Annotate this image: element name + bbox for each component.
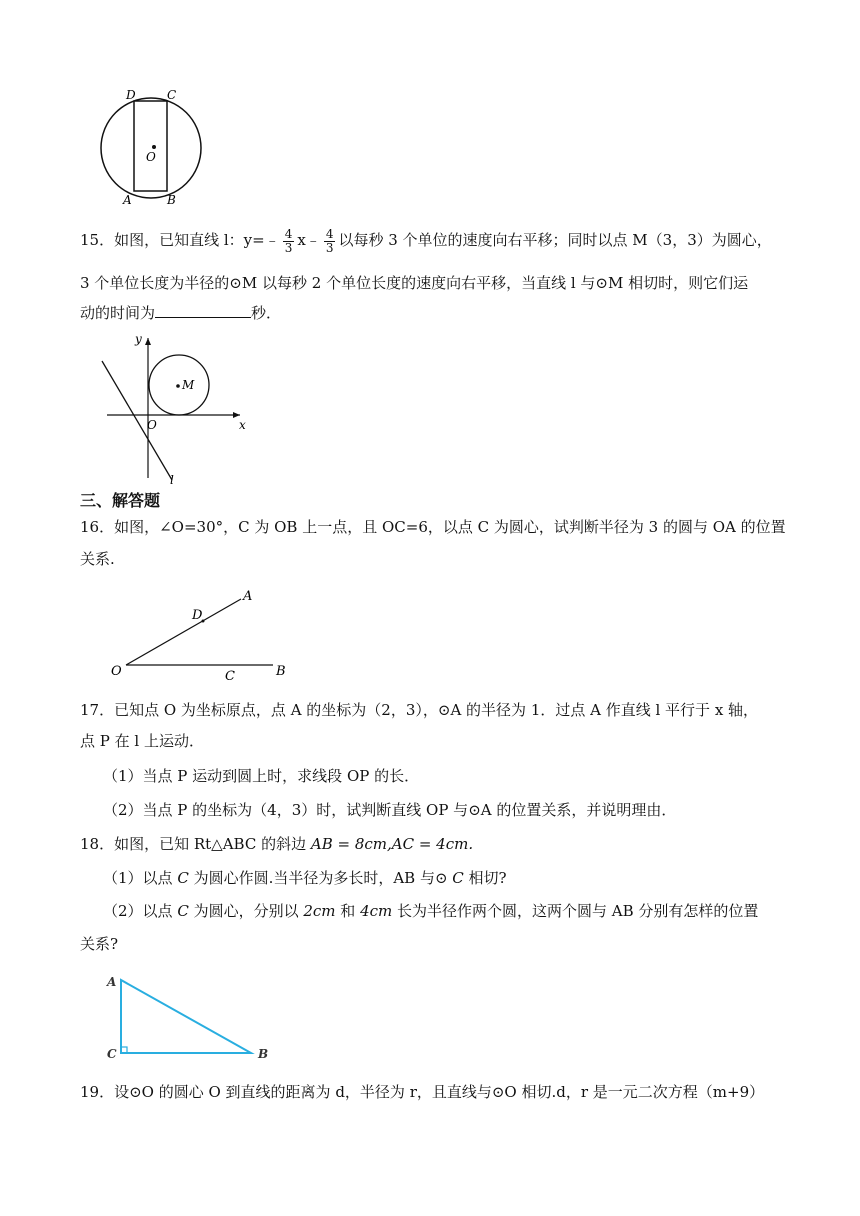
label-a: A <box>107 975 117 989</box>
q15-line3-post: 秒． <box>251 304 282 322</box>
label-d: D <box>126 88 136 102</box>
ray-oa <box>126 599 241 665</box>
q18-sub2: （2）以点 C 为圆心，分别以 2cm 和 4cm 长为半径作两个圆，这两个圆与 AB 分别有怎样的位置 <box>103 902 759 920</box>
label-o: O <box>146 150 156 164</box>
q15-number: 15． <box>80 231 115 249</box>
label-d: D <box>192 608 203 623</box>
answer-blank[interactable] <box>155 303 251 318</box>
q15-line2: 3 个单位长度为半径的⊙M 以每秒 2 个单位长度的速度向右平移，当直线 l 与⊙M 相切时，则它们运 <box>80 274 749 292</box>
fraction-2: $\frac{4}{3}$ <box>325 226 334 255</box>
label-a: A <box>243 589 253 604</box>
label-x: x <box>239 418 246 432</box>
label-b: B <box>276 664 286 679</box>
q18-line1-pre: 18．如图，已知 Rt△ABC 的斜边 <box>80 835 311 853</box>
q18-line3: 关系? <box>80 935 119 953</box>
y-axis-arrow <box>145 338 151 345</box>
triangle-abc <box>121 980 251 1053</box>
q15-line3 <box>80 303 281 323</box>
figure-angle <box>108 585 298 685</box>
q15-line3-pre: 动的时间为 <box>80 304 156 322</box>
label-a: A <box>123 193 132 207</box>
label-c: C <box>167 88 177 102</box>
q17-sub2: （2）当点 P 的坐标为（4，3）时，试判断直线 OP 与⊙A 的位置关系，并说明理由． <box>103 801 677 819</box>
figure-circle-rectangle <box>95 84 215 209</box>
q16-line1: 16．如图，∠O=30°，C 为 OB 上一点，且 OC=6，以点 C 为圆心，试判断半径为 3 的圆与 OA 的位置 <box>80 518 786 536</box>
line-l <box>102 361 172 480</box>
q15-line1 <box>80 227 772 253</box>
label-b: B <box>258 1047 269 1061</box>
q17-line1: 17．已知点 O 为坐标原点，点 A 的坐标为（2，3），⊙A 的半径为 1．过点 A 作直线 l 平行于 x 轴， <box>80 701 759 719</box>
fraction-1: $\frac{4}{3}$ <box>284 226 293 255</box>
label-b: B <box>167 193 176 207</box>
label-c: C <box>107 1047 117 1061</box>
q17-line2: 点 P 在 l 上运动． <box>80 732 204 750</box>
circle-o <box>101 98 201 198</box>
label-o: O <box>147 418 157 432</box>
q18-line1 <box>80 834 473 854</box>
rectangle-abcd <box>134 101 167 191</box>
label-o: O <box>111 664 122 679</box>
section-title: 三、解答题 <box>80 491 161 510</box>
q17-sub1: （1）当点 P 运动到圆上时，求线段 OP 的长． <box>103 767 420 785</box>
figure-coordinate-plane <box>95 328 255 488</box>
figure-right-triangle <box>100 970 280 1065</box>
q18-sub1: （1）以点 C 为圆心作圆.当半径为多长时，AB 与⊙ C 相切? <box>103 869 507 887</box>
point-m <box>176 384 180 388</box>
label-y: y <box>135 332 142 346</box>
center-point <box>152 145 156 149</box>
label-c: C <box>225 669 235 684</box>
label-m: M <box>182 378 195 392</box>
q19-line1: 19．设⊙O 的圆心 O 到直线的距离为 d，半径为 r，且直线与⊙O 相切.d，r 是一元二次方程（m+9） <box>80 1083 765 1101</box>
q16-line2: 关系. <box>80 550 115 568</box>
q15-pre: 如图，已知直线 l：y=﹣ <box>114 231 280 249</box>
label-l: l <box>170 473 174 487</box>
q18-math: AB = 8cm,AC = 4cm. <box>310 835 474 853</box>
q15-post: 以每秒 3 个单位的速度向右平移；同时以点 M（3，3）为圆心， <box>338 231 772 249</box>
q15-mid: x﹣ <box>297 231 321 249</box>
